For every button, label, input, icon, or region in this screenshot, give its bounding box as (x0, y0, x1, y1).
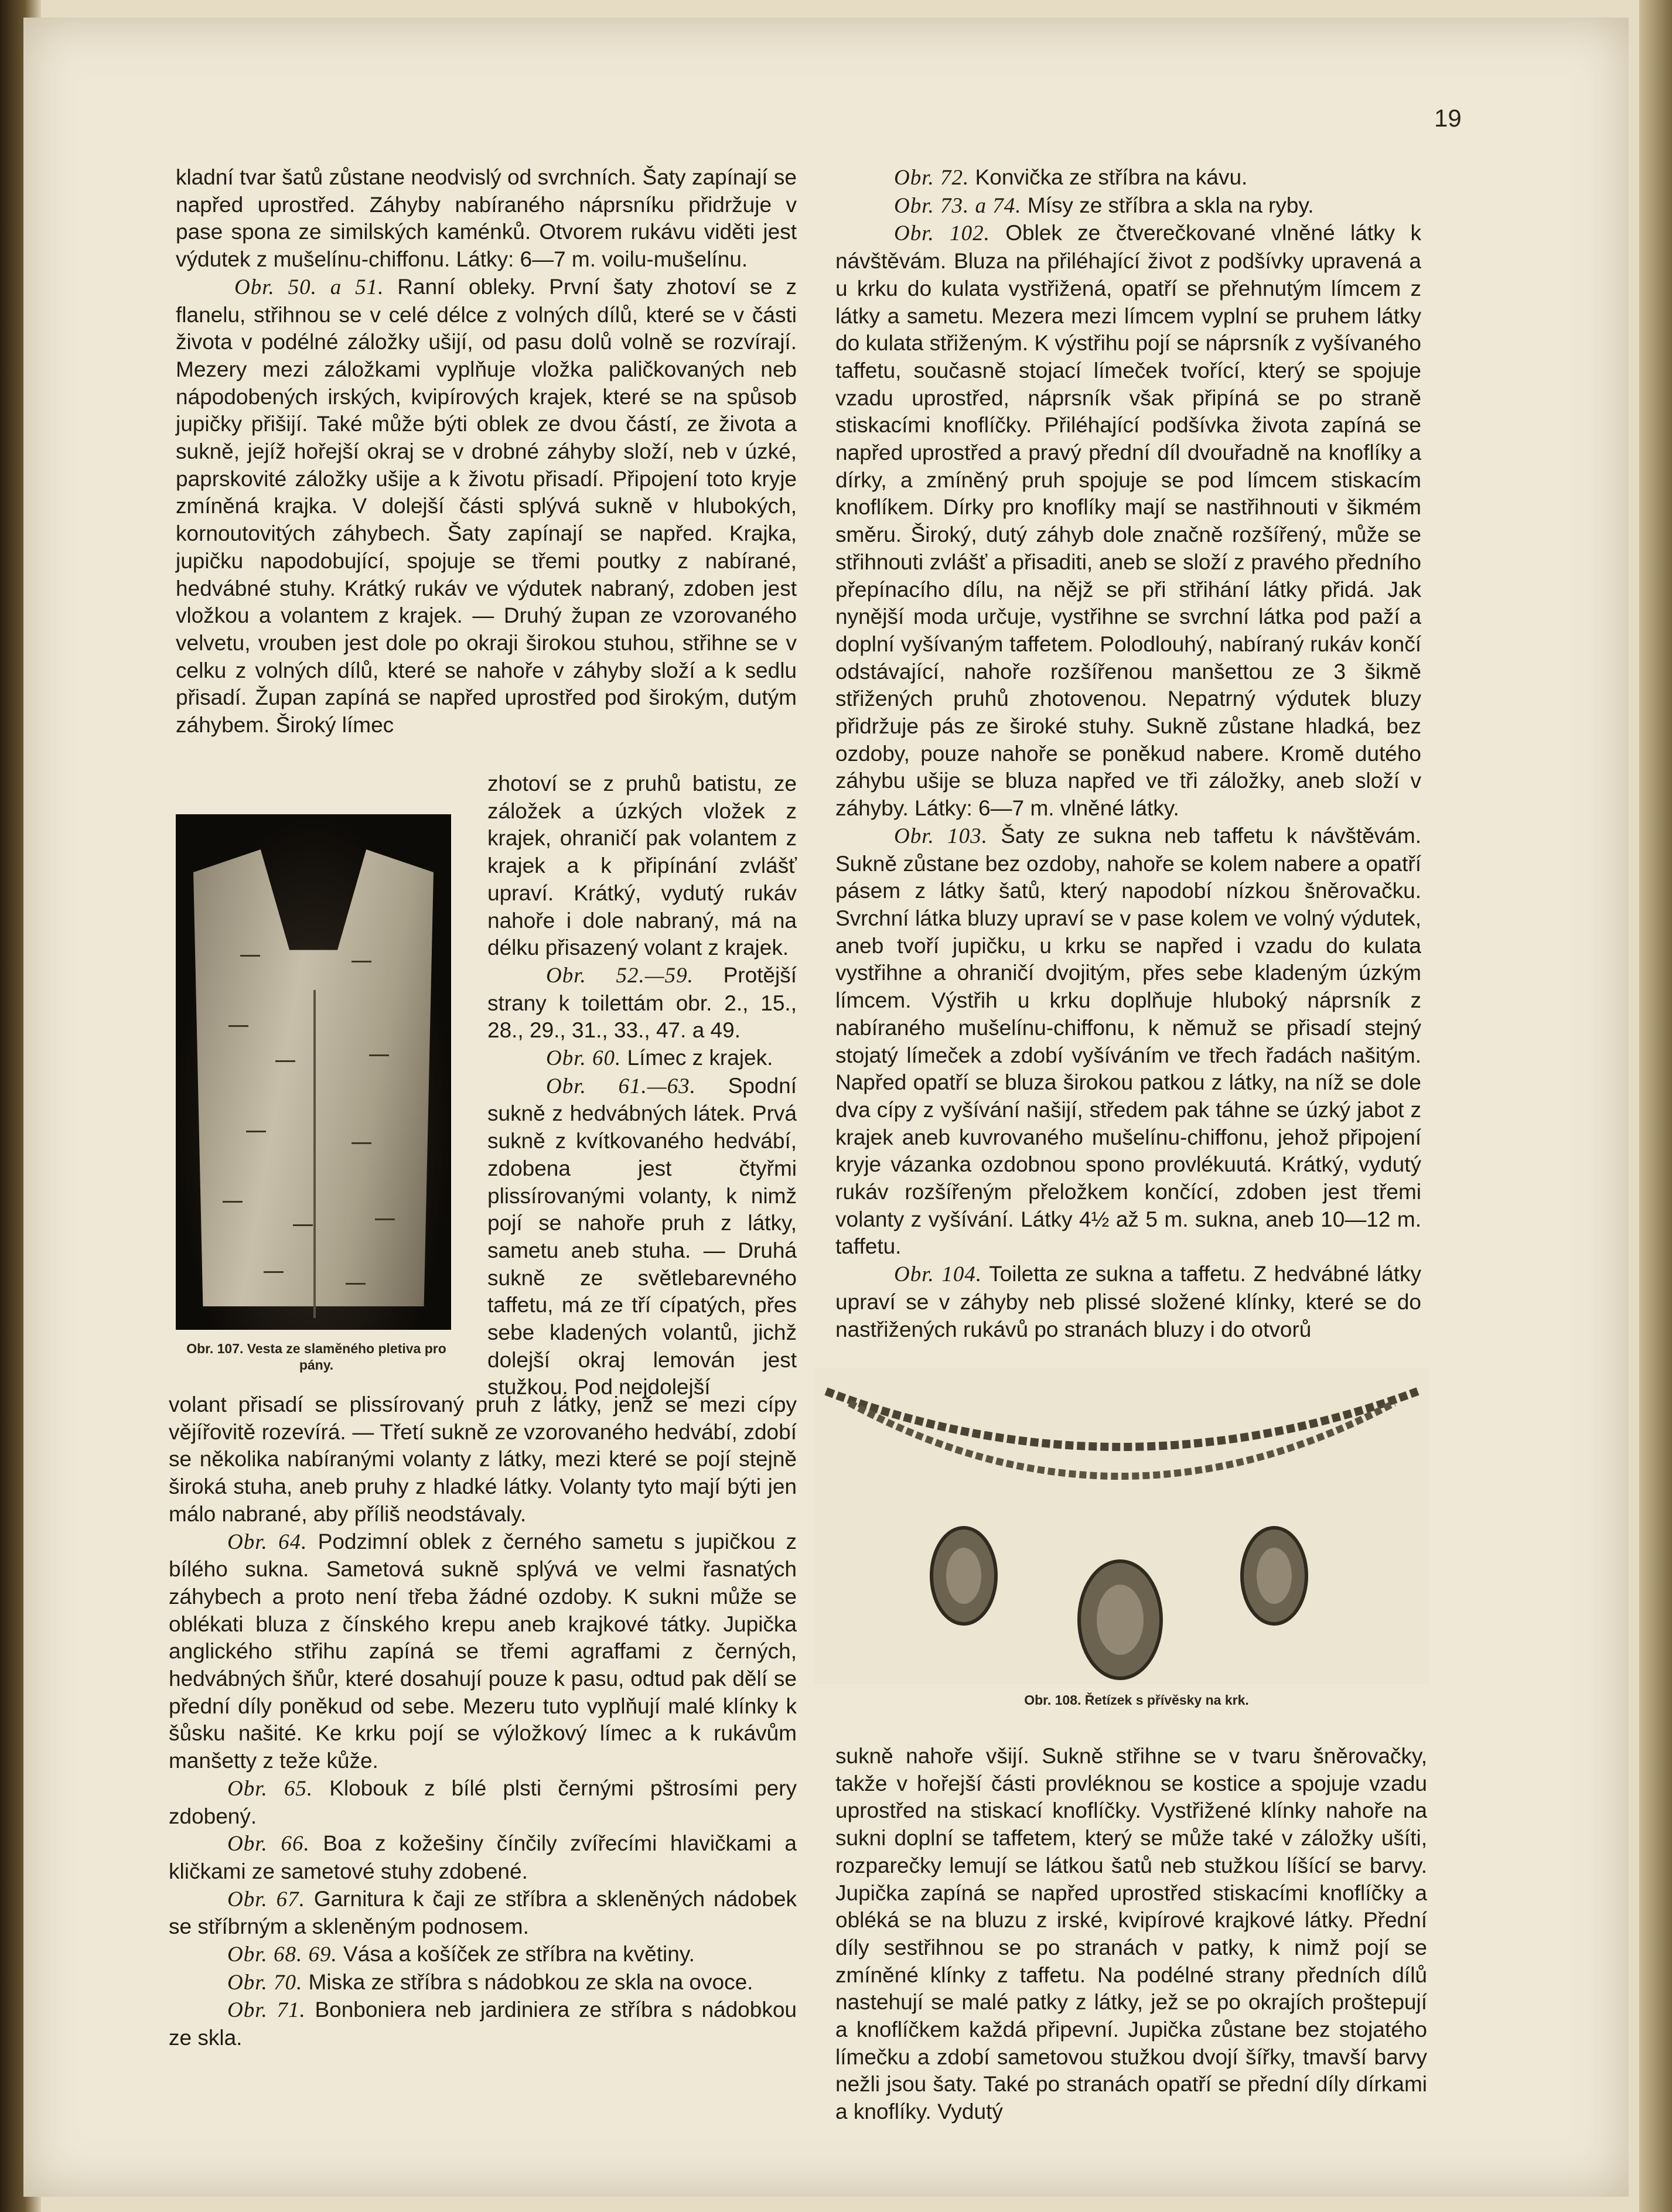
paragraph (176, 164, 797, 274)
paragraph (169, 1969, 797, 1997)
paragraph-text: Boa z kožešiny čínčily zvířecími hlavičkami a kličkami ze sametové stuhy zdobené. (169, 1831, 797, 1883)
figure-reference: Obr. 103. (894, 824, 988, 848)
paragraph (169, 1528, 797, 1775)
figure-reference: Obr. 73. a 74. (894, 193, 1022, 218)
necklace-chain-inner (849, 1403, 1394, 1476)
pendant-right-center (1257, 1548, 1292, 1604)
paragraph-text: Garnitura k čaji ze stříbra a skleněných nádobek se stříbrným a skleněným podnosem. (169, 1886, 797, 1939)
vest-weave-mark (223, 1201, 243, 1203)
paragraph-text: Bonboniera neb jardiniera ze stříbra s nádobkou ze skla. (169, 1998, 797, 2050)
figure-reference: Obr. 52.—59. (546, 963, 694, 988)
necklace-chain-outer (826, 1391, 1418, 1447)
paragraph (169, 1391, 797, 1528)
paragraph (169, 1996, 797, 2051)
page-edge (1639, 0, 1672, 2212)
vest-photo (176, 814, 451, 1330)
vest-weave-mark (240, 955, 260, 957)
vest-weave-mark (264, 1271, 284, 1273)
paragraph (835, 1743, 1427, 2126)
paragraph-text: Podzimní oblek z černého sametu s jupičkou z bílého sukna. Sametová sukně splývá ve velmi řasnatých záhybech a proto není třeba žádné ozdoby. K sukni může se oblékati bluza z čínského krepu aneb krajkové tátky. Jupička anglického střihu zapíná se třemi agraffami z černých, hedvábných šňůr, které dosahují pouze k pasu, odtud pak dělí se přední díly poněkud od sebe. Mezeru tuto vyplňují malé klínky k šůsku našité. Ke krku pojí se výložkový límec a k rukávům manšetty z teže kůže. (169, 1529, 797, 1773)
vest-weave-mark (228, 1025, 248, 1027)
vest-front-seam (313, 990, 316, 1318)
figure-reference: Obr. 61.—63. (546, 1074, 696, 1098)
paragraph (835, 1261, 1421, 1343)
figure-reference: Obr. 67. (227, 1887, 305, 1911)
paragraph (169, 1941, 797, 1969)
page-number: 19 (1434, 104, 1462, 132)
pendant-center-center (1097, 1585, 1144, 1655)
left-column-lower-text (169, 1391, 797, 2052)
paragraph-text: Toiletta ze sukna a taffetu. Z hedvábné látky upraví se v záhyby neb plissé složené klínky, které se do nastřižených rukávů po stranách bluzy i do otvorů (835, 1262, 1421, 1341)
paragraph-text: zhotoví se z pruhů batistu, ze záložek a úzkých vložek z krajek, ohraničí pak volantem z krajek a k připínání zvlášť upraví. Krátký, vydutý rukáv nahoře i dole nabraný, má na délku přisazený volant z krajek. (487, 772, 797, 960)
vest-weave-mark (293, 1224, 313, 1226)
figure-reference: Obr. 60. (546, 1046, 622, 1071)
paragraph-text: Mísy ze stříbra a skla na ryby. (1021, 193, 1314, 217)
figure-reference: Obr. 66. (227, 1832, 310, 1856)
paragraph (487, 1044, 797, 1073)
figure-reference: Obr. 64. (227, 1530, 308, 1554)
right-column-lower-text (835, 1743, 1427, 2126)
figure-reference: Obr. 50. a 51. (234, 275, 384, 299)
figure-108-caption: Obr. 108. Řetízek s přívěsky na krk. (1024, 1692, 1249, 1708)
paragraph-text: Ranní obleky. První šaty zhotoví se z flanelu, střihnou se v celé délce z volných dílů, které se v části života v podélné záložky ušijí, od pasu dolů volně se rozvírají. Mezery mezi záložkami vyplňuje vložka paličkovaných neb nápodobených irských, kvipírových krajek, které se na spůsob jupičky přišijí. Také může býti oblek ze dvou částí, ze života a sukně, jejíž hořejší okraj se v drobné záhyby složí, neb v úzké, paprskovité záložky ušije a k životu přisadí. Připojení toto kryje zmíněná krajka. V dolejší části splývá sukně v hlubokých, kornoutovitých záhybech. Šaty zapínají se napřed. Krajka, jupičku napodobující, spojuje se třemi poutky z nabírané, hedvábné stuhy. Krátký rukáv ve výdutek nabraný, zdoben jest vložkou a volantem z krajek. — Druhý župan ze vzorovaného velvetu, vrouben jest dole po okraji širokou stuhou, střihne se v celku z volných dílů, které se nahoře v záhyby složí a k sedlu přisadí. Župan zapíná se napřed uprostřed pod širokým, dutým záhybem. Široký límec (176, 274, 797, 738)
vest-weave-mark (375, 1218, 395, 1220)
vest-weave-mark (352, 1142, 371, 1144)
paragraph (487, 770, 797, 962)
figure-reference: Obr. 102. (894, 221, 990, 246)
paragraph (835, 192, 1421, 220)
necklace-photo (814, 1368, 1429, 1684)
necklace-drawing (814, 1368, 1429, 1684)
paragraph-text: Protější strany k toilettám obr. 2., 15., 28., 29., 31., 33., 47. a 49. (487, 962, 797, 1043)
paragraph-text: kladní tvar šatů zůstane neodvislý od svrchních. Šaty zapínají se napřed uprostřed. Záhyby nabíraného náprsníku přidržuje v pase spona ze similských kaménků. Otvorem rukávu viděti jest výdutek z mušelínu-chiffonu. Látky: 6—7 m. voilu-mušelínu. (176, 165, 797, 272)
pendant-left-center (946, 1548, 981, 1604)
paragraph-text: Vása a košíček ze stříbra na květiny. (337, 1942, 695, 1967)
paragraph (169, 1775, 797, 1830)
paragraph (169, 1886, 797, 1941)
vest-weave-mark (352, 961, 371, 962)
paragraph (835, 164, 1421, 192)
left-column-beside-figure (487, 770, 797, 1401)
paragraph-text: Šaty ze sukna neb taffetu k návštěvám. Sukně zůstane bez ozdoby, nahoře se kolem nabere a opatří pásem z látky šatů, který napodobí nízkou šněrovačku. Svrchní látka bluzy upraví se v pase kolem ve volný výdutek, aneb tvoří jupičku, u krku se napřed i vzadu do kulata vystřihne a ohraničí dvojitým, přes sebe kladeným úzkým límcem. Výstřih u krku doplňuje hluboký náprsník z nabíraného mušelínu-chiffonu, k němuž se přisadí stejný stojatý límeček a zdobí vyšíváním ve třech řadách našitým. Napřed opatří se bluza širokou patkou z látky, na níž se dole dva cípy z vyšívání našijí, středem pak táhne se úzký jabot z krajek aneb kuvrovaného mušelínu-chiffonu, jehož připojení kryje vázanka ozdobnou spono provlékuutá. Krátký, vydutý rukáv rozšířeným přeložkem končící, zdoben jest třemi volanty z vyšívání. Látky 4½ až 5 m. sukna, aneb 10—12 m. taffetu. (835, 823, 1421, 1259)
figure-reference: Obr. 65. (227, 1776, 313, 1801)
paragraph (487, 1073, 797, 1401)
paragraph-text: Límec z krajek. (621, 1046, 773, 1070)
paragraph-text: Spodní sukně z hedvábných látek. Prvá sukně z kvítkovaného hedvábí, zdobena jest čtyřmi plissírovanými volanty, k nimž pojí se nahoře pruh z látky, sametu aneb stuha. — Druhá sukně ze světlebarevného taffetu, má ze tří cípatých, přes sebe kladených volantů, jichž dolejší okraj lemován jest stužkou. Pod nejdolejší (487, 1073, 797, 1399)
vest-weave-mark (346, 1283, 366, 1285)
figure-107-caption: Obr. 107. Vesta ze slaměného pletiva pro pány. (186, 1341, 446, 1373)
vest-weave-mark (369, 1054, 389, 1056)
figure-reference: Obr. 72. (894, 166, 970, 190)
paragraph-text: Klobouk z bílé plsti černými pštrosími pery zdobený. (169, 1776, 797, 1828)
paragraph-text: sukně nahoře všijí. Sukně střihne se v tvaru šněrovačky, takže v hořejší části provléknou se kostice a spojuje vzadu uprostřed na stiskací knoflíčky. Vystřižené klínky nahoře na sukni doplní se taffetem, který se může také v záložky ušíti, rozparečky lemují se látkou šatů neb stužkou líšící se barvy. Jupička zapíná se napřed uprostřed stiskacími knoflíčky a obléká se na bluzu z irské, kvipírové krajkové látky. Přední díly sestřihnou se po stranách v patky, k nimž pojí se zmíněné klínky z taffetu. Na podélné strany předních dílů nastehují se malé patky z látky, jež se po okrajích proštepují a knoflíčkem každá připevní. Jupička zůstane bez stojatého límečku a zdobí sametovou stužkou dvojí šířky, tmavší barvy nežli jsou šaty. Také po stranách opatří se přední díly dírkami a knoflíky. Vydutý (835, 1744, 1427, 2124)
paragraph (835, 220, 1421, 822)
paragraph (487, 962, 797, 1044)
paragraph-text: Oblek ze čtverečkované vlněné látky k návštěvám. Bluza na přiléhající život z podšívky upravená a u krku do kulata vystřižená, opatří se přehnutým límcem z látky a sametu. Mezera mezi límcem vyplní se pruhem látky do kulata střiženým. K výstřihu pojí se náprsník z vyšívaného taffetu, současně stojací límeček tvořící, který se spojuje vzadu uprostřed, náprsník však připíná se po straně stiskacími knoflíčky. Přiléhající podšívka života zapíná se napřed uprostřed a pravý přední díl dvouřadně na knoflíky a dírky, a zmíněný pruh spojuje se pod límcem stiskacím knoflíkem. Dírky pro knoflíky mají se nastřihnouti v šikmém směru. Široký, dutý záhyb dole značně rozšířený, může se střihnouti zvlášť a přisaditi, aneb se složí z pravého předního přepínacího dílu, na nějž se při střihání látky přidá. Jak nynější moda určuje, vystřihne se svrchní látka pod paží a doplní vyšívaným taffetem. Polodlouhý, nabíraný rukáv končí odstávající, nahoře rozšířenou manšettou ze 3 šikmě střižených pruhů zhotovenou. Nepatrný výdutek bluzy přidržuje pás ze široké stuhy. Sukně zůstane hladká, bez ozdoby, pouze nahoře se poněkud nabere. Kromě dutého záhybu ušije se bluza napřed ve tři záložky, aneb složí v záhyby. Látky: 6—7 m. vlněné látky. (835, 221, 1421, 821)
right-column-text (835, 164, 1421, 1343)
paragraph (176, 274, 797, 739)
figure-reference: Obr. 68. 69. (227, 1943, 337, 1967)
vest-weave-mark (275, 1060, 295, 1062)
vest-weave-mark (246, 1131, 266, 1132)
paragraph (835, 822, 1421, 1261)
paragraph-text: Miska ze stříbra s nádobkou ze skla na ovoce. (302, 1969, 753, 1994)
left-column-text (176, 164, 797, 739)
figure-reference: Obr. 71. (227, 1998, 306, 2023)
figure-reference: Obr. 104. (894, 1262, 982, 1287)
paragraph-text: Konvička ze stříbra na kávu. (969, 165, 1248, 189)
paragraph-text: volant přisadí se plissírovaný pruh z látky, jenž se mezi cípy vějířovitě rozevírá. — Třetí sukně ze vzorovaného hedvábí, zdobí se několika nabíranými volanty z látky, mezi které se pojí stejně široká stuha, aneb pruhy z hladké látky. Volanty tyto mají býti jen málo nabrané, aby příliš neodstávaly. (169, 1392, 797, 1526)
figure-reference: Obr. 70. (227, 1970, 303, 1995)
paragraph (169, 1830, 797, 1885)
